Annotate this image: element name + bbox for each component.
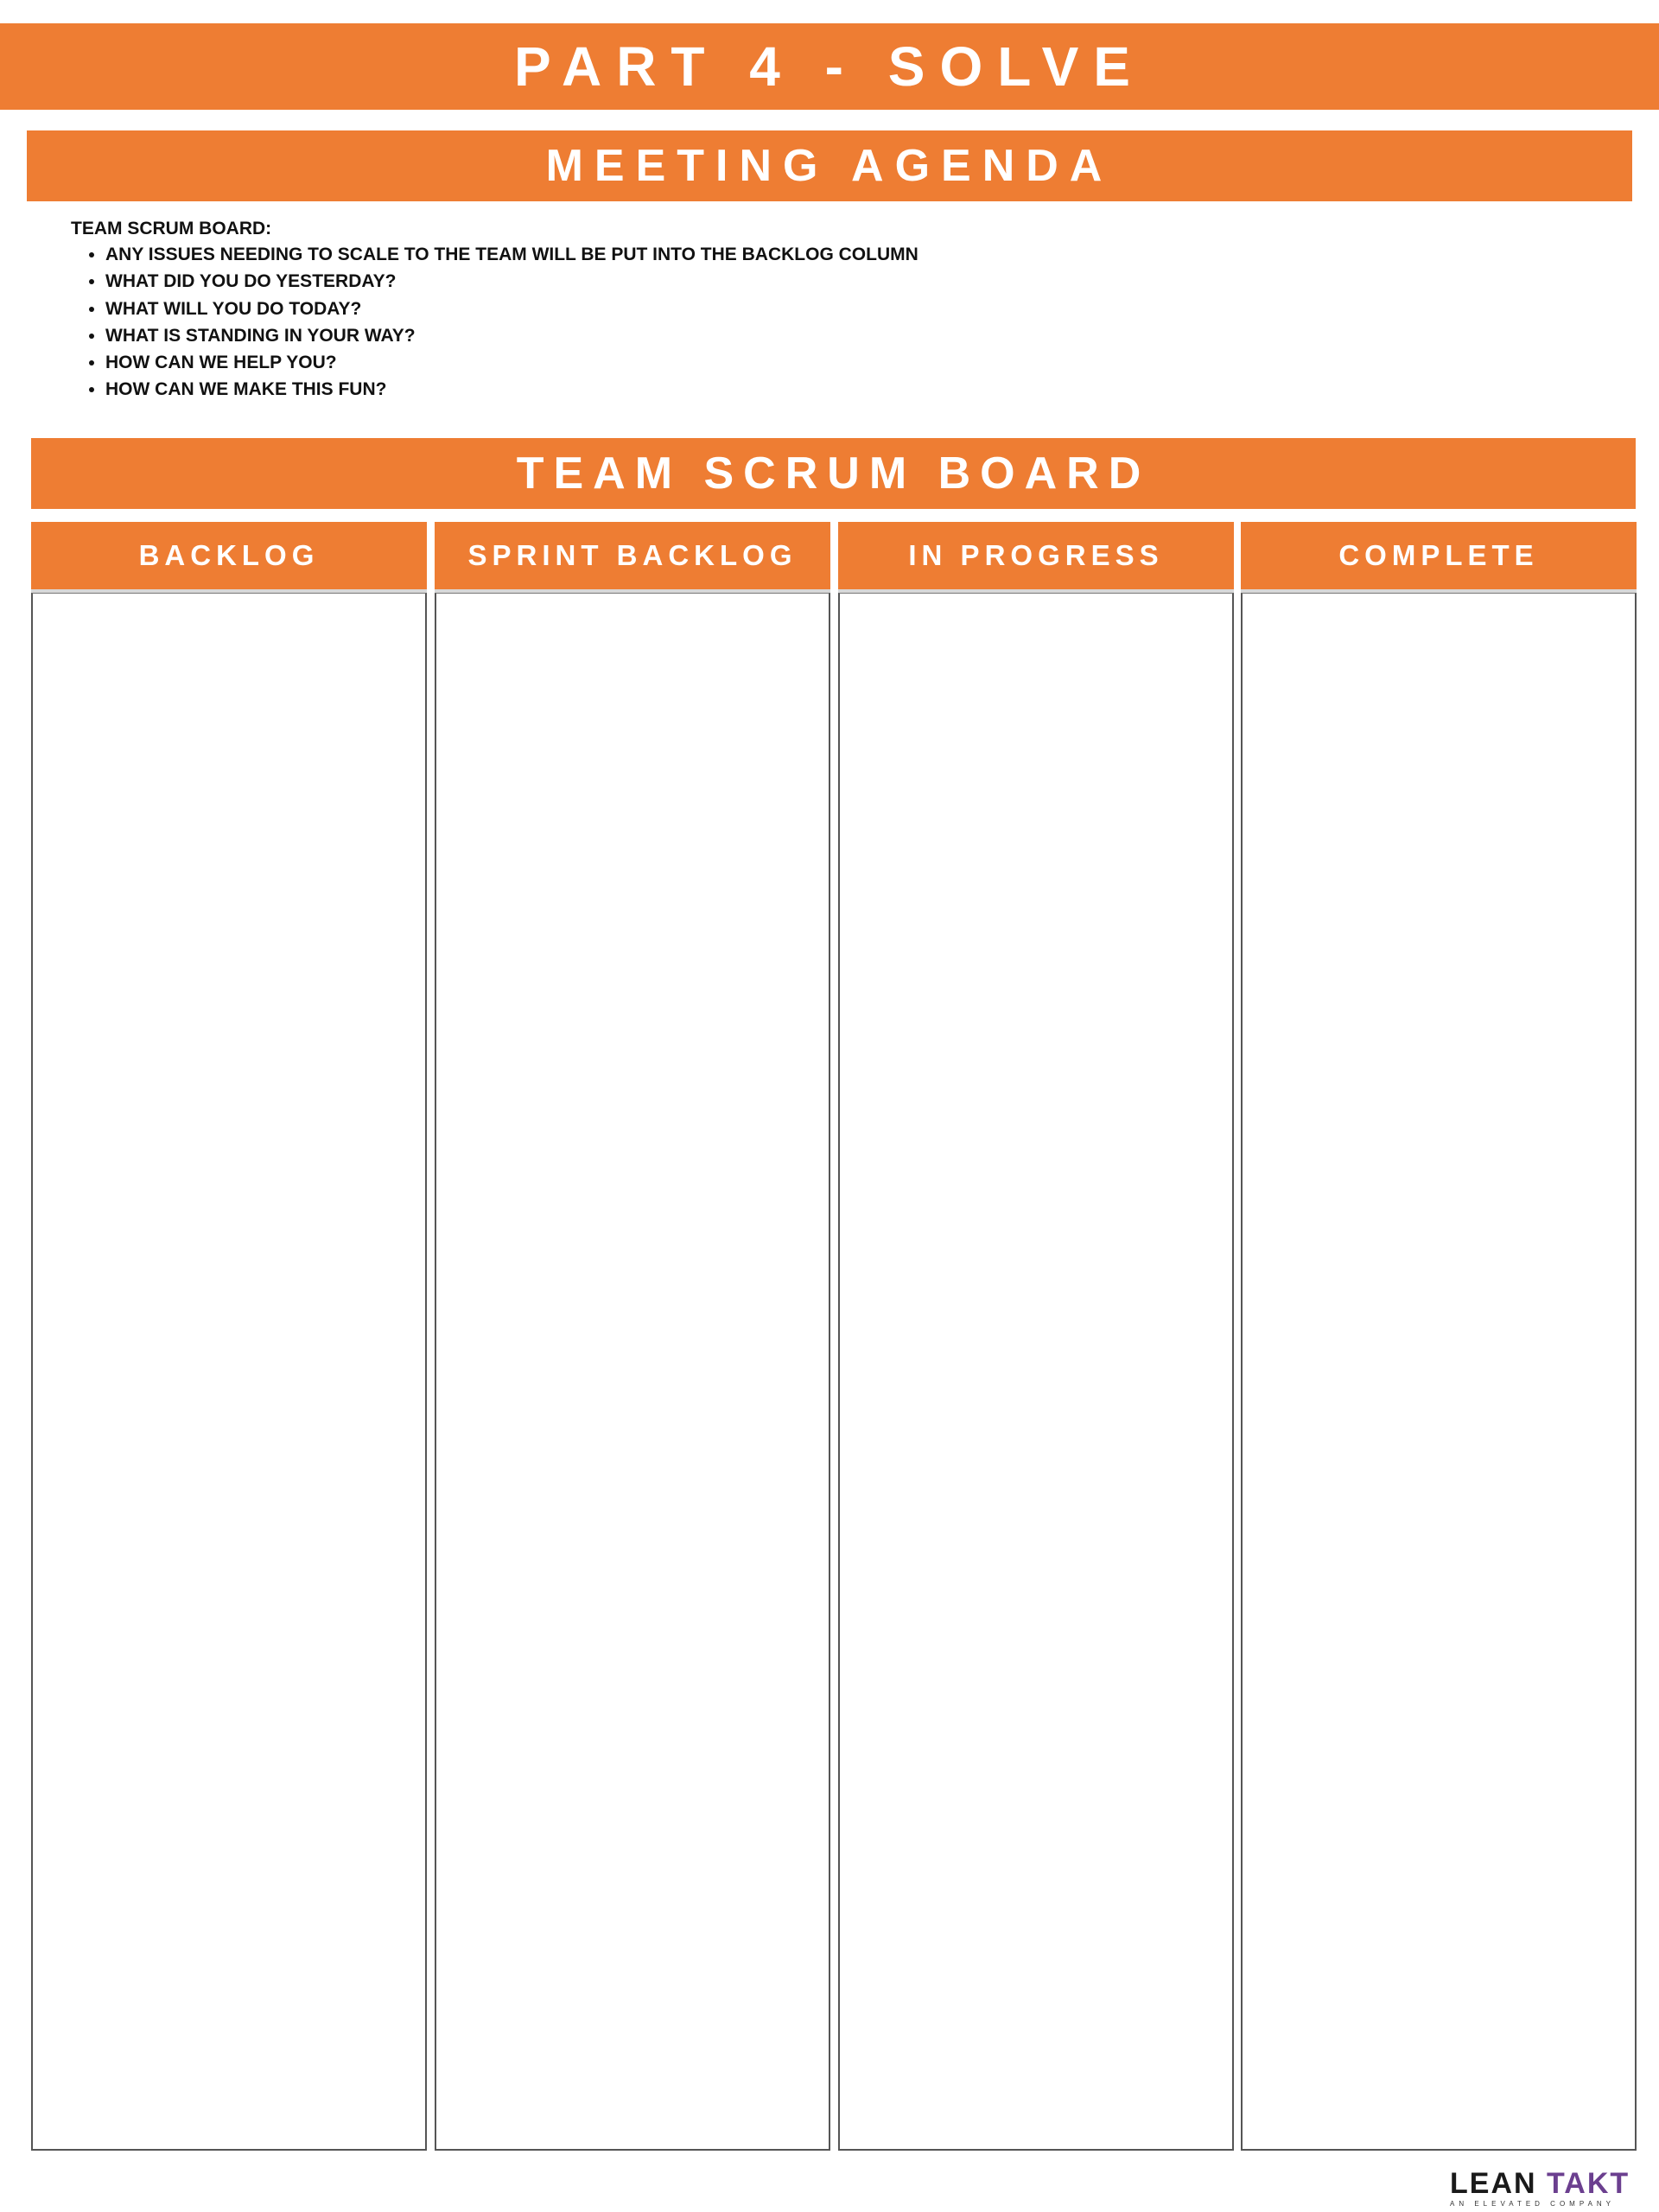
agenda-section bbox=[71, 216, 918, 404]
lean-takt-logo bbox=[1450, 2169, 1636, 2209]
column-header-complete: COMPLETE bbox=[1241, 522, 1637, 593]
column-header-in-progress: IN PROGRESS bbox=[838, 522, 1234, 593]
logo-wordmark bbox=[1450, 2169, 1636, 2198]
board-column-complete bbox=[1241, 522, 1637, 2151]
agenda-item: • WHAT WILL YOU DO TODAY? bbox=[105, 296, 918, 322]
logo-tagline: AN ELEVATED COMPANY bbox=[1450, 2200, 1616, 2208]
agenda-item: • WHAT IS STANDING IN YOUR WAY? bbox=[105, 322, 918, 349]
column-body-sprint-backlog[interactable] bbox=[435, 593, 830, 2151]
board-column-sprint-backlog bbox=[435, 522, 830, 2151]
page-title: PART 4 - SOLVE bbox=[0, 23, 1659, 110]
board-column-in-progress bbox=[838, 522, 1234, 2151]
agenda-list bbox=[71, 241, 918, 404]
column-body-complete[interactable] bbox=[1241, 593, 1637, 2151]
team-scrum-board-banner: TEAM SCRUM BOARD bbox=[31, 438, 1636, 509]
agenda-item: • WHAT DID YOU DO YESTERDAY? bbox=[105, 268, 918, 295]
logo-takt: TAKT bbox=[1547, 2167, 1630, 2200]
agenda-item: • HOW CAN WE MAKE THIS FUN? bbox=[105, 376, 918, 403]
column-header-sprint-backlog: SPRINT BACKLOG bbox=[435, 522, 830, 593]
agenda-item: • ANY ISSUES NEEDING TO SCALE TO THE TEAM WILL BE PUT INTO THE BACKLOG COLUMN bbox=[105, 241, 918, 268]
logo-lean: LEAN bbox=[1450, 2167, 1537, 2200]
agenda-item: • HOW CAN WE HELP YOU? bbox=[105, 349, 918, 376]
column-header-backlog: BACKLOG bbox=[31, 522, 427, 593]
agenda-heading: TEAM SCRUM BOARD: bbox=[71, 219, 272, 238]
column-body-in-progress[interactable] bbox=[838, 593, 1234, 2151]
board-column-backlog bbox=[31, 522, 427, 2151]
column-body-backlog[interactable] bbox=[31, 593, 427, 2151]
meeting-agenda-banner: MEETING AGENDA bbox=[27, 130, 1632, 201]
